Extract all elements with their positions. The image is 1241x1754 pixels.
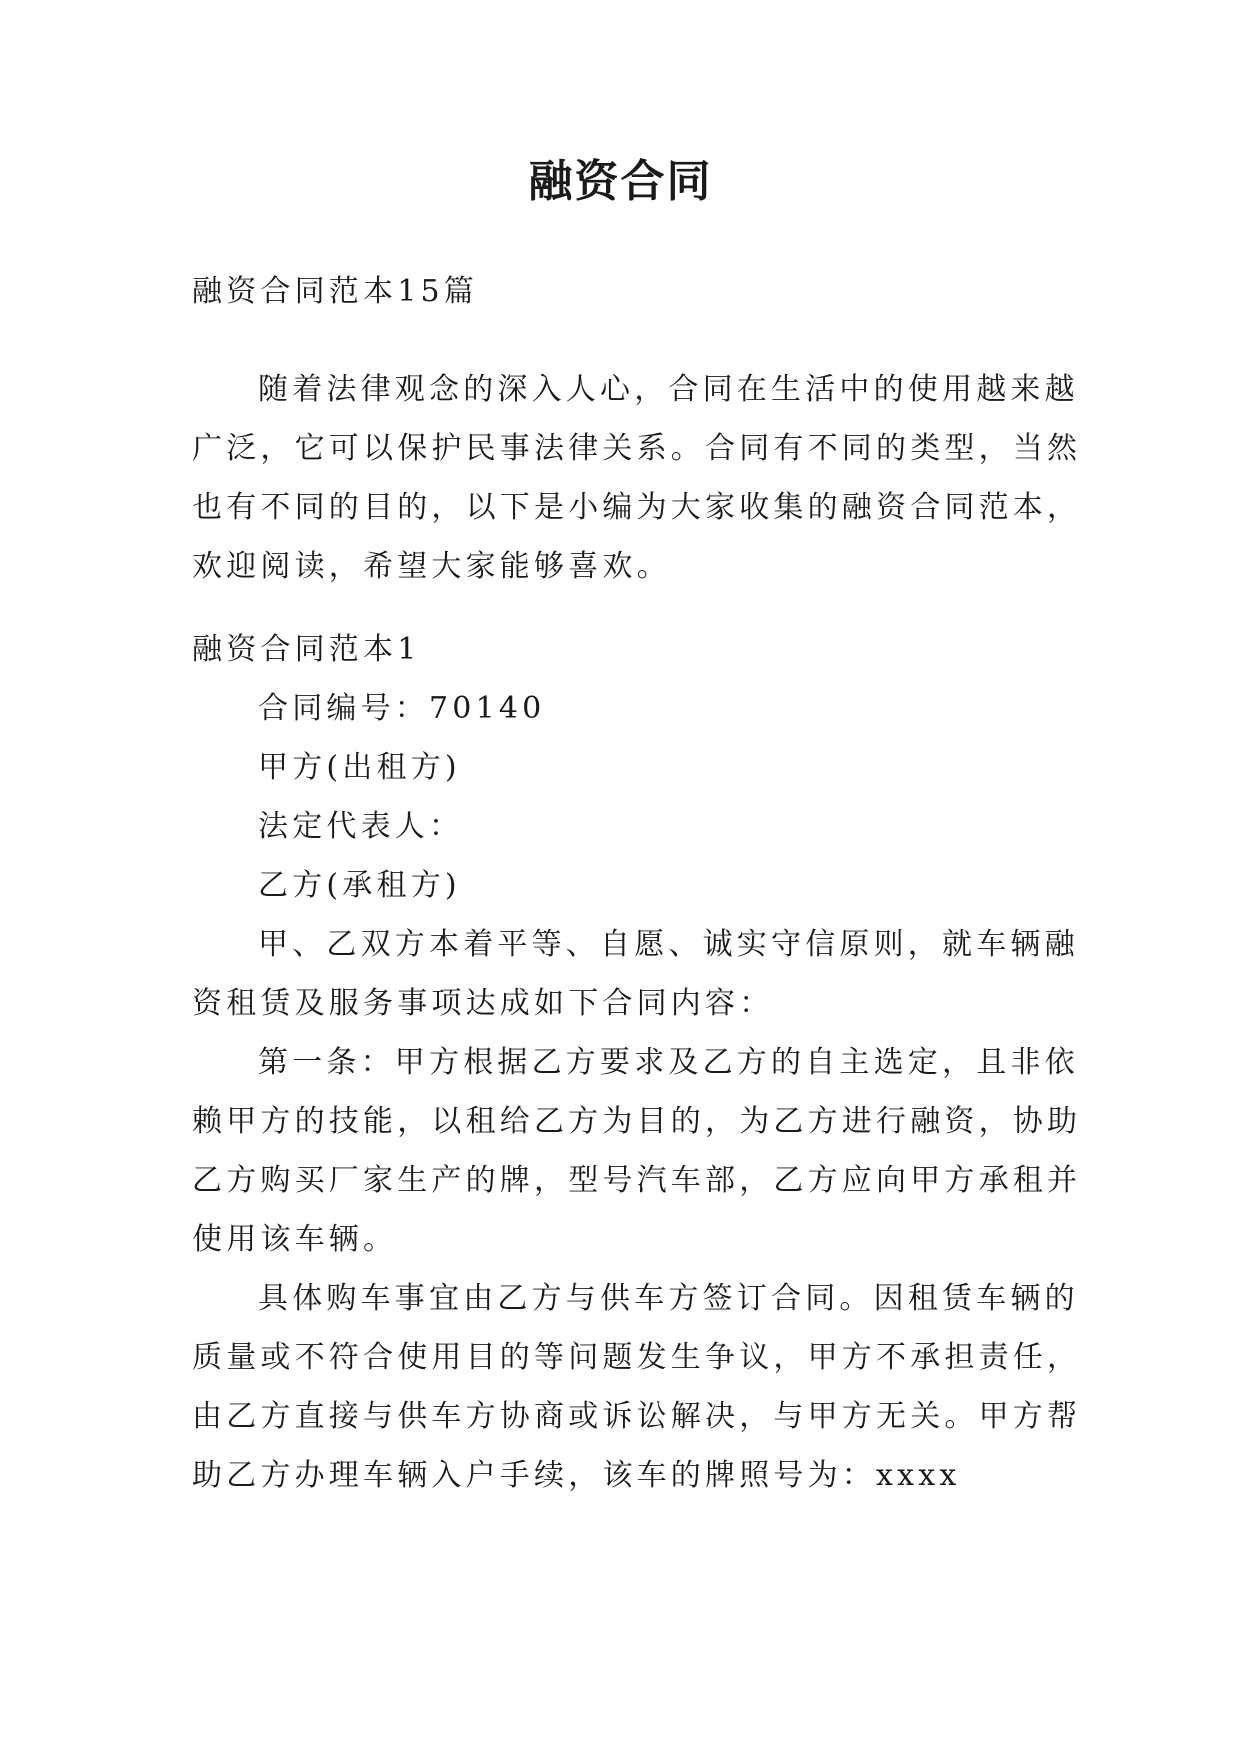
intro-line: 也有不同的目的，以下是小编为大家收集的融资合同范本， [192,490,1082,525]
preamble-line: 甲、乙双方本着平等、自愿、诚实守信原则，就车辆融 [258,927,1079,962]
party-b-label: 乙方(承租方) [258,868,461,903]
intro-line: 欢迎阅读，希望大家能够喜欢。 [192,549,671,584]
article-1-line: 第一条：甲方根据乙方要求及乙方的自主选定，且非依 [258,1045,1079,1080]
sample-heading: 融资合同范本1 [192,632,421,667]
intro-line: 广泛，它可以保护民事法律关系。合同有不同的类型，当然 [192,431,1082,466]
purchase-line: 助乙方办理车辆入户手续，该车的牌照号为：xxxx [192,1458,961,1493]
purchase-line: 质量或不符合使用目的等问题发生争议，甲方不承担责任， [192,1340,1082,1375]
document-title: 融资合同 [528,156,713,207]
purchase-line: 具体购车事宜由乙方与供车方签订合同。因租赁车辆的 [258,1281,1079,1316]
document-subtitle [192,262,1052,321]
party-a-label: 甲方(出租方) [258,750,461,785]
intro-paragraph [192,360,1082,596]
article-1-line: 赖甲方的技能，以租给乙方为目的，为乙方进行融资，协助 [192,1104,1082,1139]
contract-number: 合同编号：70140 [258,691,546,726]
purchase-line: 由乙方直接与供车方协商或诉讼解决，与甲方无关。甲方帮 [192,1399,1082,1434]
intro-line: 随着法律观念的深入人心，合同在生活中的使用越来越 [258,372,1079,407]
contract-body [192,620,1082,1505]
legal-representative-label: 法定代表人： [258,809,464,844]
subtitle-line: 融资合同范本15篇 [192,274,478,309]
article-1-line: 使用该车辆。 [192,1222,398,1257]
preamble-line: 资租赁及服务事项达成如下合同内容： [192,986,774,1021]
article-1-line: 乙方购买厂家生产的牌，型号汽车部，乙方应向甲方承租并 [192,1163,1082,1198]
